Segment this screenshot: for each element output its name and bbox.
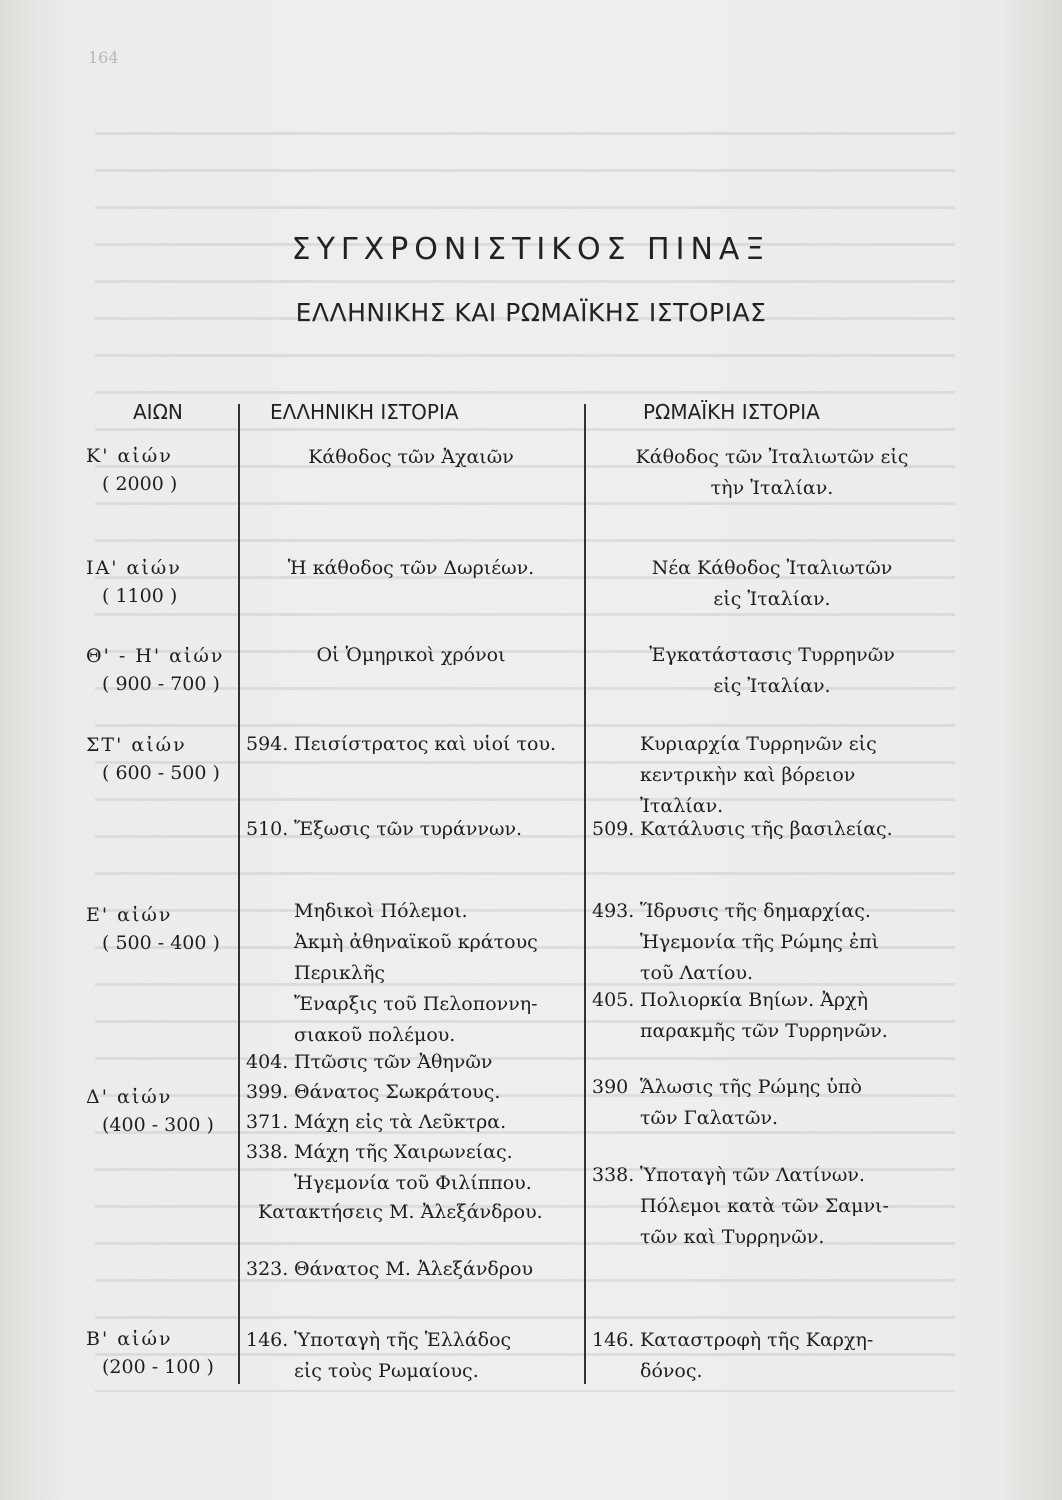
era-years: ( 500 - 400 ) xyxy=(102,932,220,954)
entry-text: τῶν καὶ Τυρρηνῶν. xyxy=(640,1226,825,1248)
roman-entry xyxy=(592,442,952,504)
era-years: ( 1100 ) xyxy=(102,585,178,607)
greek-entry xyxy=(246,896,576,1051)
era-years: (400 - 300 ) xyxy=(102,1114,214,1136)
greek-entry xyxy=(246,1077,576,1108)
entry-text: σιακοῦ πολέμου. xyxy=(294,1024,456,1046)
entry-number: 146. xyxy=(246,1329,289,1351)
era-name: Δ' αἰών xyxy=(86,1086,173,1108)
entry-text: Νέα Κάθοδος Ἰταλιωτῶν xyxy=(651,557,893,579)
page-title: ΣΥΓΧΡΟΝΙΣΤΙΚΟΣ ΠΙΝΑΞ xyxy=(291,232,771,267)
entry-text: Κατάλυσις τῆς βασιλείας. xyxy=(640,818,893,840)
entry-number: 338. xyxy=(246,1141,289,1163)
entry-text: Ἐγκατάστασις Τυρρηνῶν xyxy=(649,644,895,666)
entry-text: Ἡγεμονία τοῦ Φιλίππου. xyxy=(294,1172,532,1194)
entry-text: Μηδικοὶ Πόλεμοι. xyxy=(294,900,468,922)
greek-entry xyxy=(246,640,576,671)
era-name: Κ' αἰών xyxy=(86,445,173,467)
header-greek-history: ΕΛΛΗΝΙΚΗ ΙΣΤΟΡΙΑ xyxy=(270,400,459,424)
entry-text: Πόλεμοι κατὰ τῶν Σαμνι- xyxy=(640,1195,889,1217)
greek-entry xyxy=(246,1197,576,1228)
entry-text: Πολιορκία Βηίων. Ἀρχὴ xyxy=(640,989,869,1011)
entry-text: Πτῶσις τῶν Ἀθηνῶν xyxy=(294,1051,493,1073)
header-roman-history: ΡΩΜΑΪΚΗ ΙΣΤΟΡΙΑ xyxy=(643,400,820,424)
roman-entry xyxy=(592,814,952,845)
roman-entry xyxy=(592,985,952,1047)
entry-text: τοῦ Λατίου. xyxy=(640,962,754,984)
entry-text: εἰς Ἰταλίαν. xyxy=(713,675,831,697)
entry-text: εἰς Ἰταλίαν. xyxy=(713,588,831,610)
roman-entry xyxy=(592,729,952,822)
greek-entry xyxy=(246,814,576,845)
header-era: ΑΙΩΝ xyxy=(133,400,183,424)
column-divider xyxy=(238,404,240,1384)
entry-text: Κάθοδος τῶν Ἀχαιῶν xyxy=(308,446,514,468)
entry-number: 594. xyxy=(246,733,289,755)
entry-text: παρακμῆς τῶν Τυρρηνῶν. xyxy=(640,1020,888,1042)
greek-entry xyxy=(246,729,576,760)
entry-number: 405. xyxy=(592,989,635,1011)
roman-entry xyxy=(592,1325,952,1387)
greek-entry xyxy=(246,1325,576,1387)
entry-text: Ὑποταγὴ τῶν Λατίνων. xyxy=(640,1164,865,1186)
entry-text: Ἅλωσις τῆς Ρώμης ὑπὸ xyxy=(640,1076,862,1098)
entry-number: 510. xyxy=(246,818,289,840)
entry-number: 146. xyxy=(592,1329,635,1351)
era-row xyxy=(86,1083,236,1139)
era-row xyxy=(86,642,236,698)
entry-text: Οἱ Ὁμηρικοὶ χρόνοι xyxy=(316,644,506,666)
entry-text: Μάχη τῆς Χαιρωνείας. xyxy=(294,1141,513,1163)
entry-text: κεντρικὴν καὶ βόρειον xyxy=(640,764,856,786)
entry-text: Ἰταλίαν. xyxy=(640,795,724,817)
entry-text: τῶν Γαλατῶν. xyxy=(640,1107,779,1129)
greek-entry xyxy=(246,442,576,473)
entry-text: Κατακτήσεις Μ. Ἀλεξάνδρου. xyxy=(258,1201,543,1223)
greek-entry xyxy=(246,1137,576,1199)
era-row xyxy=(86,731,236,787)
entry-text: εἰς τοὺς Ρωμαίους. xyxy=(294,1360,479,1382)
roman-entry xyxy=(592,1072,952,1134)
entry-text: Ἔναρξις τοῦ Πελοποννη- xyxy=(294,993,538,1015)
entry-text: Μάχη εἰς τὰ Λεῦκτρα. xyxy=(294,1111,507,1133)
entry-number: 371. xyxy=(246,1111,289,1133)
era-row xyxy=(86,901,236,957)
entry-number: 493. xyxy=(592,900,635,922)
entry-number: 338. xyxy=(592,1164,635,1186)
greek-entry xyxy=(246,1254,576,1285)
greek-entry xyxy=(246,1047,576,1078)
entry-text: Καταστροφὴ τῆς Καρχη- xyxy=(640,1329,874,1351)
era-name: ΙΑ' αἰών xyxy=(86,557,182,579)
entry-text: δόνος. xyxy=(640,1360,703,1382)
entry-text: Ἵδρυσις τῆς δημαρχίας. xyxy=(640,900,871,922)
greek-entry xyxy=(246,1107,576,1138)
roman-entry xyxy=(592,896,952,989)
entry-text: Πεισίστρατος καὶ υἱοί του. xyxy=(294,733,557,755)
era-row xyxy=(86,554,236,610)
entry-text: Ἡγεμονία τῆς Ρώμης ἐπὶ xyxy=(640,931,880,953)
era-name: Β' αἰών xyxy=(86,1328,173,1350)
entry-text: Ἔξωσις τῶν τυράννων. xyxy=(294,818,523,840)
entry-number: 390 xyxy=(592,1076,629,1098)
column-divider xyxy=(584,404,586,1384)
entry-text: Περικλῆς xyxy=(294,962,385,984)
roman-entry xyxy=(592,640,952,702)
entry-text: Ἡ κάθοδος τῶν Δωριέων. xyxy=(287,557,535,579)
entry-number: 404. xyxy=(246,1051,289,1073)
greek-entry xyxy=(246,553,576,584)
entry-text: Κάθοδος τῶν Ἰταλιωτῶν εἰς xyxy=(635,446,909,468)
entry-text: Θάνατος Μ. Ἀλεξάνδρου xyxy=(294,1258,534,1280)
entry-number: 399. xyxy=(246,1081,289,1103)
era-row xyxy=(86,442,236,498)
era-name: Ε' αἰών xyxy=(86,904,173,926)
entry-number: 323. xyxy=(246,1258,289,1280)
era-name: Θ' - Η' αἰών xyxy=(86,645,225,667)
era-years: ( 900 - 700 ) xyxy=(102,673,220,695)
era-name: ΣΤ' αἰών xyxy=(86,734,187,756)
entry-text: Ἀκμὴ ἀθηναϊκοῦ κράτους xyxy=(294,931,538,953)
era-row xyxy=(86,1325,236,1381)
era-years: ( 2000 ) xyxy=(102,473,178,495)
entry-text: Θάνατος Σωκράτους. xyxy=(294,1081,501,1103)
roman-entry xyxy=(592,553,952,615)
era-years: (200 - 100 ) xyxy=(102,1356,214,1378)
page-subtitle: ΕΛΛΗΝΙΚΗΣ ΚΑΙ ΡΩΜΑΪΚΗΣ ΙΣΤΟΡΙΑΣ xyxy=(295,298,767,327)
roman-entry xyxy=(592,1160,952,1253)
entry-text: τὴν Ἰταλίαν. xyxy=(710,477,834,499)
era-years: ( 600 - 500 ) xyxy=(102,762,220,784)
entry-text: Ὑποταγὴ τῆς Ἑλλάδος xyxy=(294,1329,512,1351)
entry-text: Κυριαρχία Τυρρηνῶν εἰς xyxy=(640,733,877,755)
page-number: 164 xyxy=(88,48,119,67)
entry-number: 509. xyxy=(592,818,635,840)
